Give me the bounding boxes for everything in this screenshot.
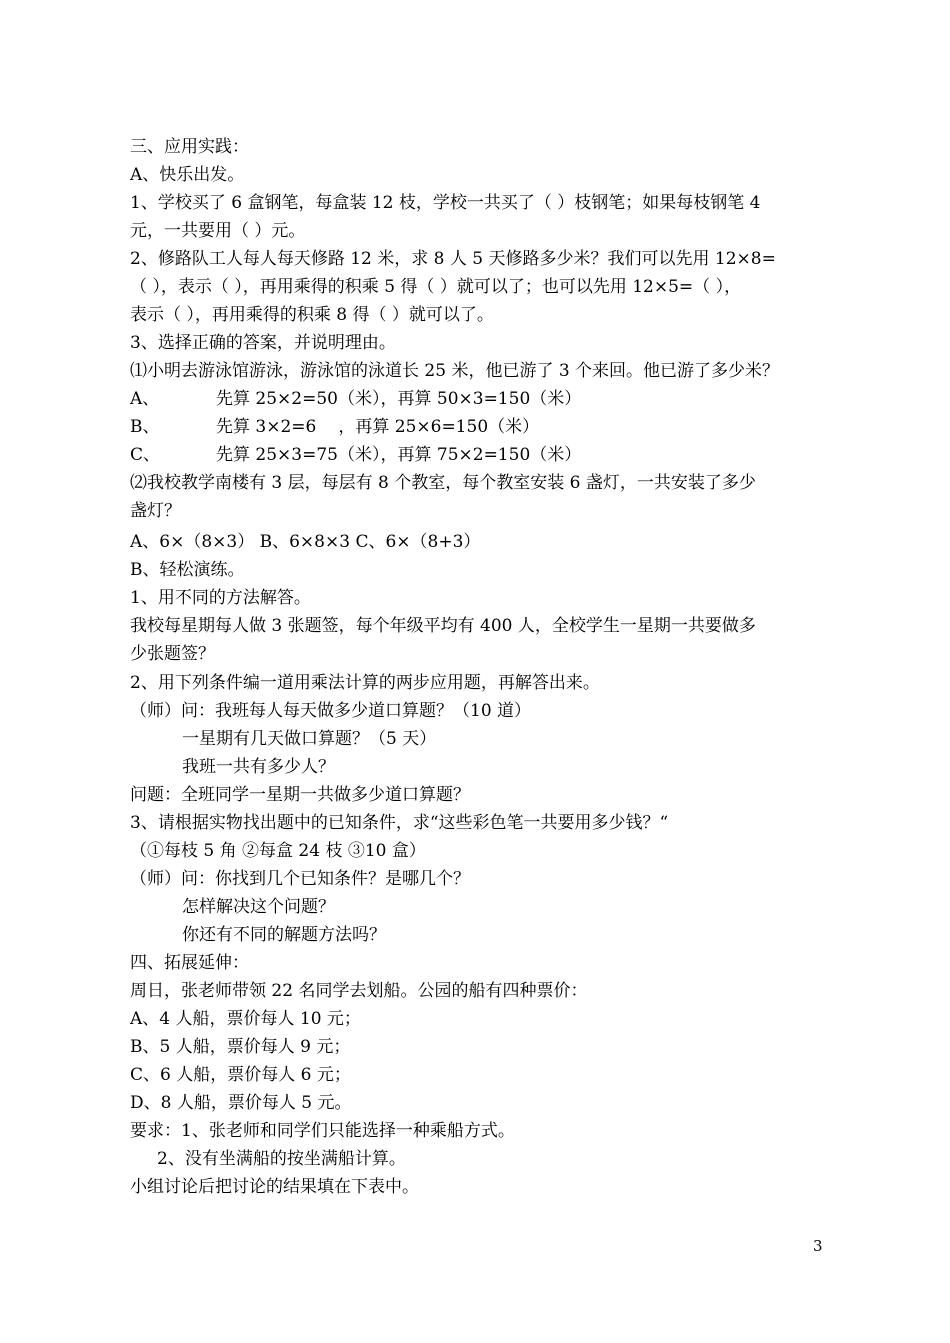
drill-2-question: 问题：全班同学一星期一共做多少道口算题？ [130,785,470,805]
choice-c [130,445,830,465]
problem-3-heading: 3、选择正确的答案，并说明理由。 [130,333,396,353]
problem-1-line-1: 1、学校买了 6 盒钢笔，每盒装 12 枝，学校一共买了（ ）枝钢笔；如果每枝钢笔 4 [130,193,761,213]
boat-option-b: B、5 人船，票价每人 9 元； [130,1037,351,1057]
choice-a [130,389,830,409]
drill-2-heading: 2、用下列条件编一道用乘法计算的两步应用题，再解答出来。 [130,673,600,693]
problem-3-q2-options: A、6×（8×3） B、6×8×3 C、6×（8+3） [130,532,481,552]
requirement-1: 要求：1、张老师和同学们只能选择一种乘船方式。 [130,1121,515,1141]
drill-3-teacher-q2: 怎样解决这个问题？ [182,897,335,917]
subsection-heading-easy-drill: B、轻松演练。 [130,560,245,580]
choice-a-label: A、 [130,389,160,409]
problem-2-line-1: 2、修路队工人每人每天修路 12 米，求 8 人 5 天修路多少米？我们可以先用 12×8= [130,249,776,269]
discussion-instruction: 小组讨论后把讨论的结果填在下表中。 [130,1177,419,1197]
choice-b-label: B、 [130,417,160,437]
boat-option-c: C、6 人船，票价每人 6 元； [130,1065,351,1085]
drill-3-conditions: （①每枝 5 角 ②每盒 24 枝 ③10 盒） [130,841,426,861]
drill-1-line-2: 少张题签？ [130,644,215,664]
requirement-2: 2、没有坐满船的按坐满船计算。 [157,1149,406,1169]
choice-a-text: 先算 25×2=50（米），再算 50×3=150（米） [216,389,582,409]
drill-2-teacher-q2: 一星期有几天做口算题？（5 天） [182,729,437,749]
problem-2-line-3: 表示（ ），再用乘得的积乘 8 得（ ）就可以了。 [130,305,494,325]
problem-1-line-2: 元，一共要用（ ）元。 [130,221,306,241]
problem-3-q1: ⑴小明去游泳馆游泳，游泳馆的泳道长 25 米，他已游了 3 个来回。他已游了多少米？ [130,361,780,381]
extension-intro: 周日，张老师带领 22 名同学去划船。公园的船有四种票价： [130,981,588,1001]
drill-1-line-1: 我校每星期每人做 3 张题签，每个年级平均有 400 人，全校学生一星期一共要做多 [130,616,756,636]
drill-3-teacher-q1: （师）问：你找到几个已知条件？是哪几个？ [130,869,470,889]
problem-2-line-2: （ ），表示（ ），再用乘得的积乘 5 得（ ）就可以了；也可以先用 12×5=（ ）， [130,277,742,297]
drill-3-teacher-q3: 你还有不同的解题方法吗？ [182,925,386,945]
section-heading-practice: 三、应用实践： [130,137,249,157]
page-number: 3 [813,1237,823,1255]
choice-b [130,417,830,437]
boat-option-d: D、8 人船，票价每人 5 元。 [130,1093,352,1113]
boat-option-a: A、4 人船，票价每人 10 元； [130,1009,361,1029]
choice-b-tail: ，再算 25×6=150（米） [338,417,540,437]
drill-2-teacher-q3: 我班一共有多少人？ [182,757,335,777]
subsection-heading-happy-start: A、快乐出发。 [130,165,245,185]
choice-c-label: C、 [130,445,161,465]
problem-3-q2-line-2: 盏灯？ [130,501,181,521]
drill-3-heading: 3、请根据实物找出题中的已知条件，求“这些彩色笔一共要用多少钱？“ [130,813,669,833]
drill-2-teacher-q1: （师）问：我班每人每天做多少道口算题？（10 道） [130,701,532,721]
section-heading-extension: 四、拓展延伸： [130,953,249,973]
drill-1-heading: 1、用不同的方法解答。 [130,588,311,608]
choice-c-text: 先算 25×3=75（米），再算 75×2=150（米） [216,445,582,465]
choice-b-text: 先算 3×2=6 [216,417,317,437]
problem-3-q2-line-1: ⑵我校教学南楼有 3 层，每层有 8 个教室，每个教室安装 6 盏灯，一共安装了多少 [130,473,756,493]
